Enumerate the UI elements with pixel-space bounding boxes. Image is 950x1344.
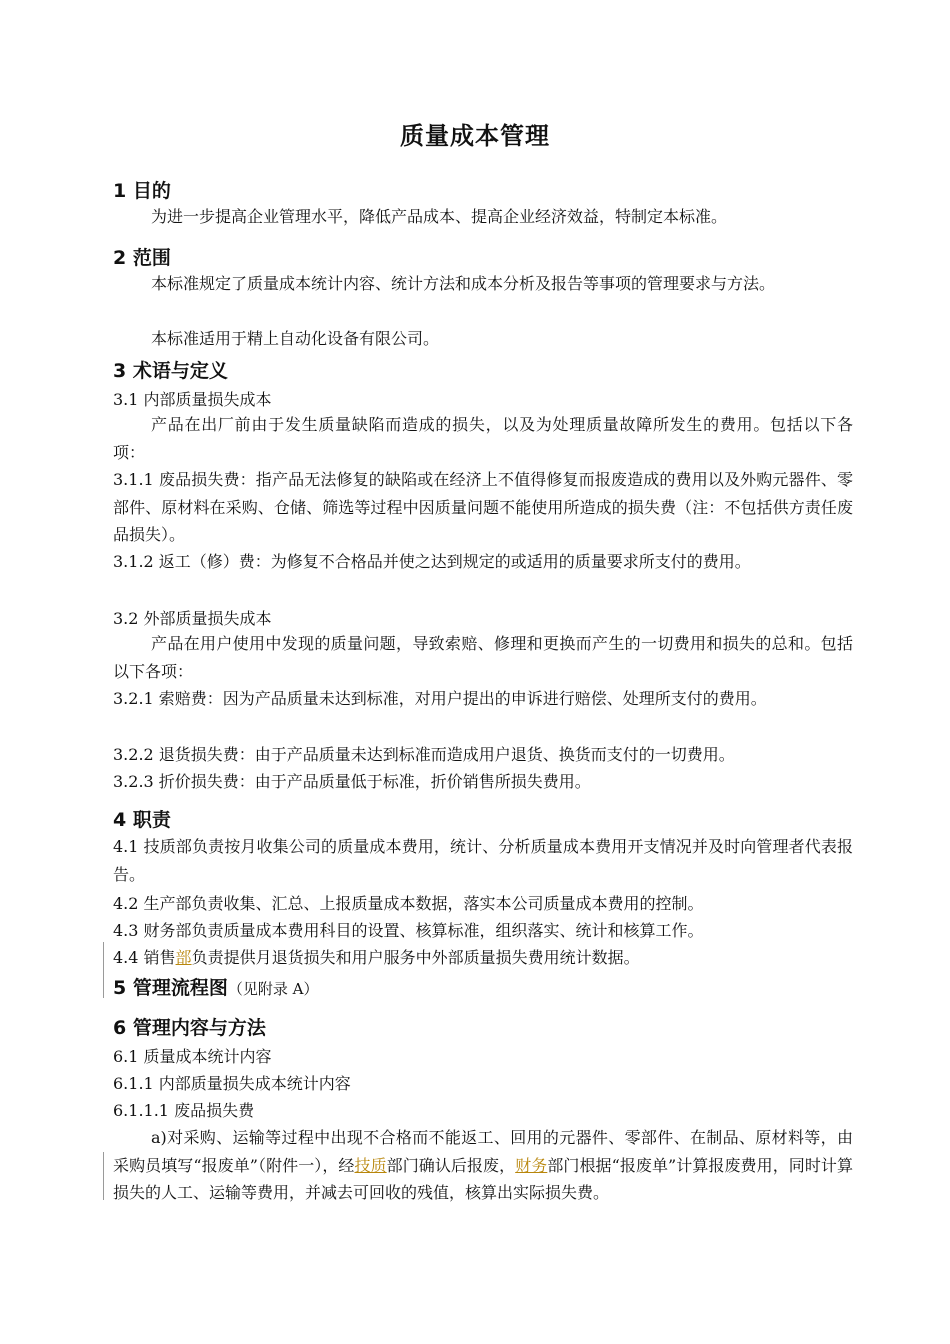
section-2-heading: 2 范围 (113, 247, 171, 269)
item-3-2-3: 3.2.3 折价损失费：由于产品质量低于标准，折价销售所损失费用。 (113, 772, 591, 791)
section-2-paragraph-1: 本标准规定了质量成本统计内容、统计方法和成本分析及报告等事项的管理要求与方法。 (151, 274, 776, 293)
subsection-3-1-title: 3.1 内部质量损失成本 (113, 390, 272, 409)
item-3-2-1: 3.2.1 索赔费：因为产品质量未达到标准，对用户提出的申诉进行赔偿、处理所支付的费用。 (113, 689, 767, 708)
subsection-6-1-1-title: 6.1.1 内部质量损失成本统计内容 (113, 1074, 351, 1093)
revision-bar-2 (103, 1152, 104, 1200)
item-3-2-2: 3.2.2 退货损失费：由于产品质量未达到标准而造成用户退货、换货而支付的一切费用。 (113, 745, 735, 764)
item-4-2: 4.2 生产部负责收集、汇总、上报质量成本数据，落实本公司质量成本费用的控制。 (113, 894, 704, 913)
section-3-heading: 3 术语与定义 (113, 360, 228, 382)
item-a-text-2: 部门确认后报废， (386, 1155, 516, 1175)
section-5-heading (113, 973, 318, 1000)
item-4-4-text-start: 4.4 销售 (113, 948, 176, 967)
item-a-paragraph (113, 1124, 853, 1207)
item-4-4-text-end: 负责提供月退货损失和用户服务中外部质量损失费用统计数据。 (191, 948, 640, 967)
revision-bar (103, 942, 104, 998)
section-5-note: （见附录 A） (227, 980, 319, 998)
subsection-6-1-title: 6.1 质量成本统计内容 (113, 1047, 272, 1066)
subsection-3-1-paragraph: 产品在出厂前由于发生质量缺陷而造成的损失，以及为处理质量故障所发生的费用。包括以下各项： (113, 415, 853, 462)
item-a-highlight-2: 财务 (515, 1155, 548, 1175)
section-1-paragraph: 为进一步提高企业管理水平，降低产品成本、提高企业经济效益，特制定本标准。 (151, 207, 728, 226)
item-3-1-2: 3.1.2 返工（修）费：为修复不合格品并使之达到规定的或适用的质量要求所支付的费用。 (113, 552, 751, 571)
item-a-highlight-1: 技质 (354, 1155, 387, 1175)
item-4-1: 4.1 技质部负责按月收集公司的质量成本费用，统计、分析质量成本费用开支情况并及时向管理者代表报告。 (113, 837, 853, 884)
subsection-6-1-1-1-title: 6.1.1.1 废品损失费 (113, 1101, 255, 1120)
section-4-heading: 4 职责 (113, 809, 171, 831)
section-2-paragraph-2: 本标准适用于精上自动化设备有限公司。 (151, 329, 440, 348)
subsection-3-2-title: 3.2 外部质量损失成本 (113, 609, 272, 628)
item-4-3: 4.3 财务部负责质量成本费用科目的设置、核算标准，组织落实、统计和核算工作。 (113, 921, 704, 940)
item-a-text-3: 部门根据“报废单”计算报废费用，同时计算损失的人工、运输等费用，并减去可回收的残值，核算出实际损失费。 (113, 1155, 853, 1202)
item-3-1-1: 3.1.1 废品损失费：指产品无法修复的缺陷或在经济上不值得修复而报废造成的费用以及外购元器件、零部件、原材料在采购、仓储、筛选等过程中因质量问题不能使用所造成的损失费（注：不包括供方责任废品损失）。 (113, 470, 853, 544)
document-title: 质量成本管理 (400, 122, 550, 150)
item-4-4-highlight: 部 (175, 948, 192, 967)
section-5-heading-text: 5 管理流程图 (113, 977, 228, 999)
item-a-text-1: a)对采购、运输等过程中出现不合格而不能返工、回用的元器件、零部件、在制品、原材料等，由采购员填写“报废单”（附件一），经 (113, 1128, 853, 1175)
section-1-heading: 1 目的 (113, 180, 171, 202)
subsection-3-2-paragraph: 产品在用户使用中发现的质量问题，导致索赔、修理和更换而产生的一切费用和损失的总和。包括以下各项： (113, 634, 853, 681)
item-4-4 (113, 945, 640, 968)
section-6-heading: 6 管理内容与方法 (113, 1017, 266, 1039)
